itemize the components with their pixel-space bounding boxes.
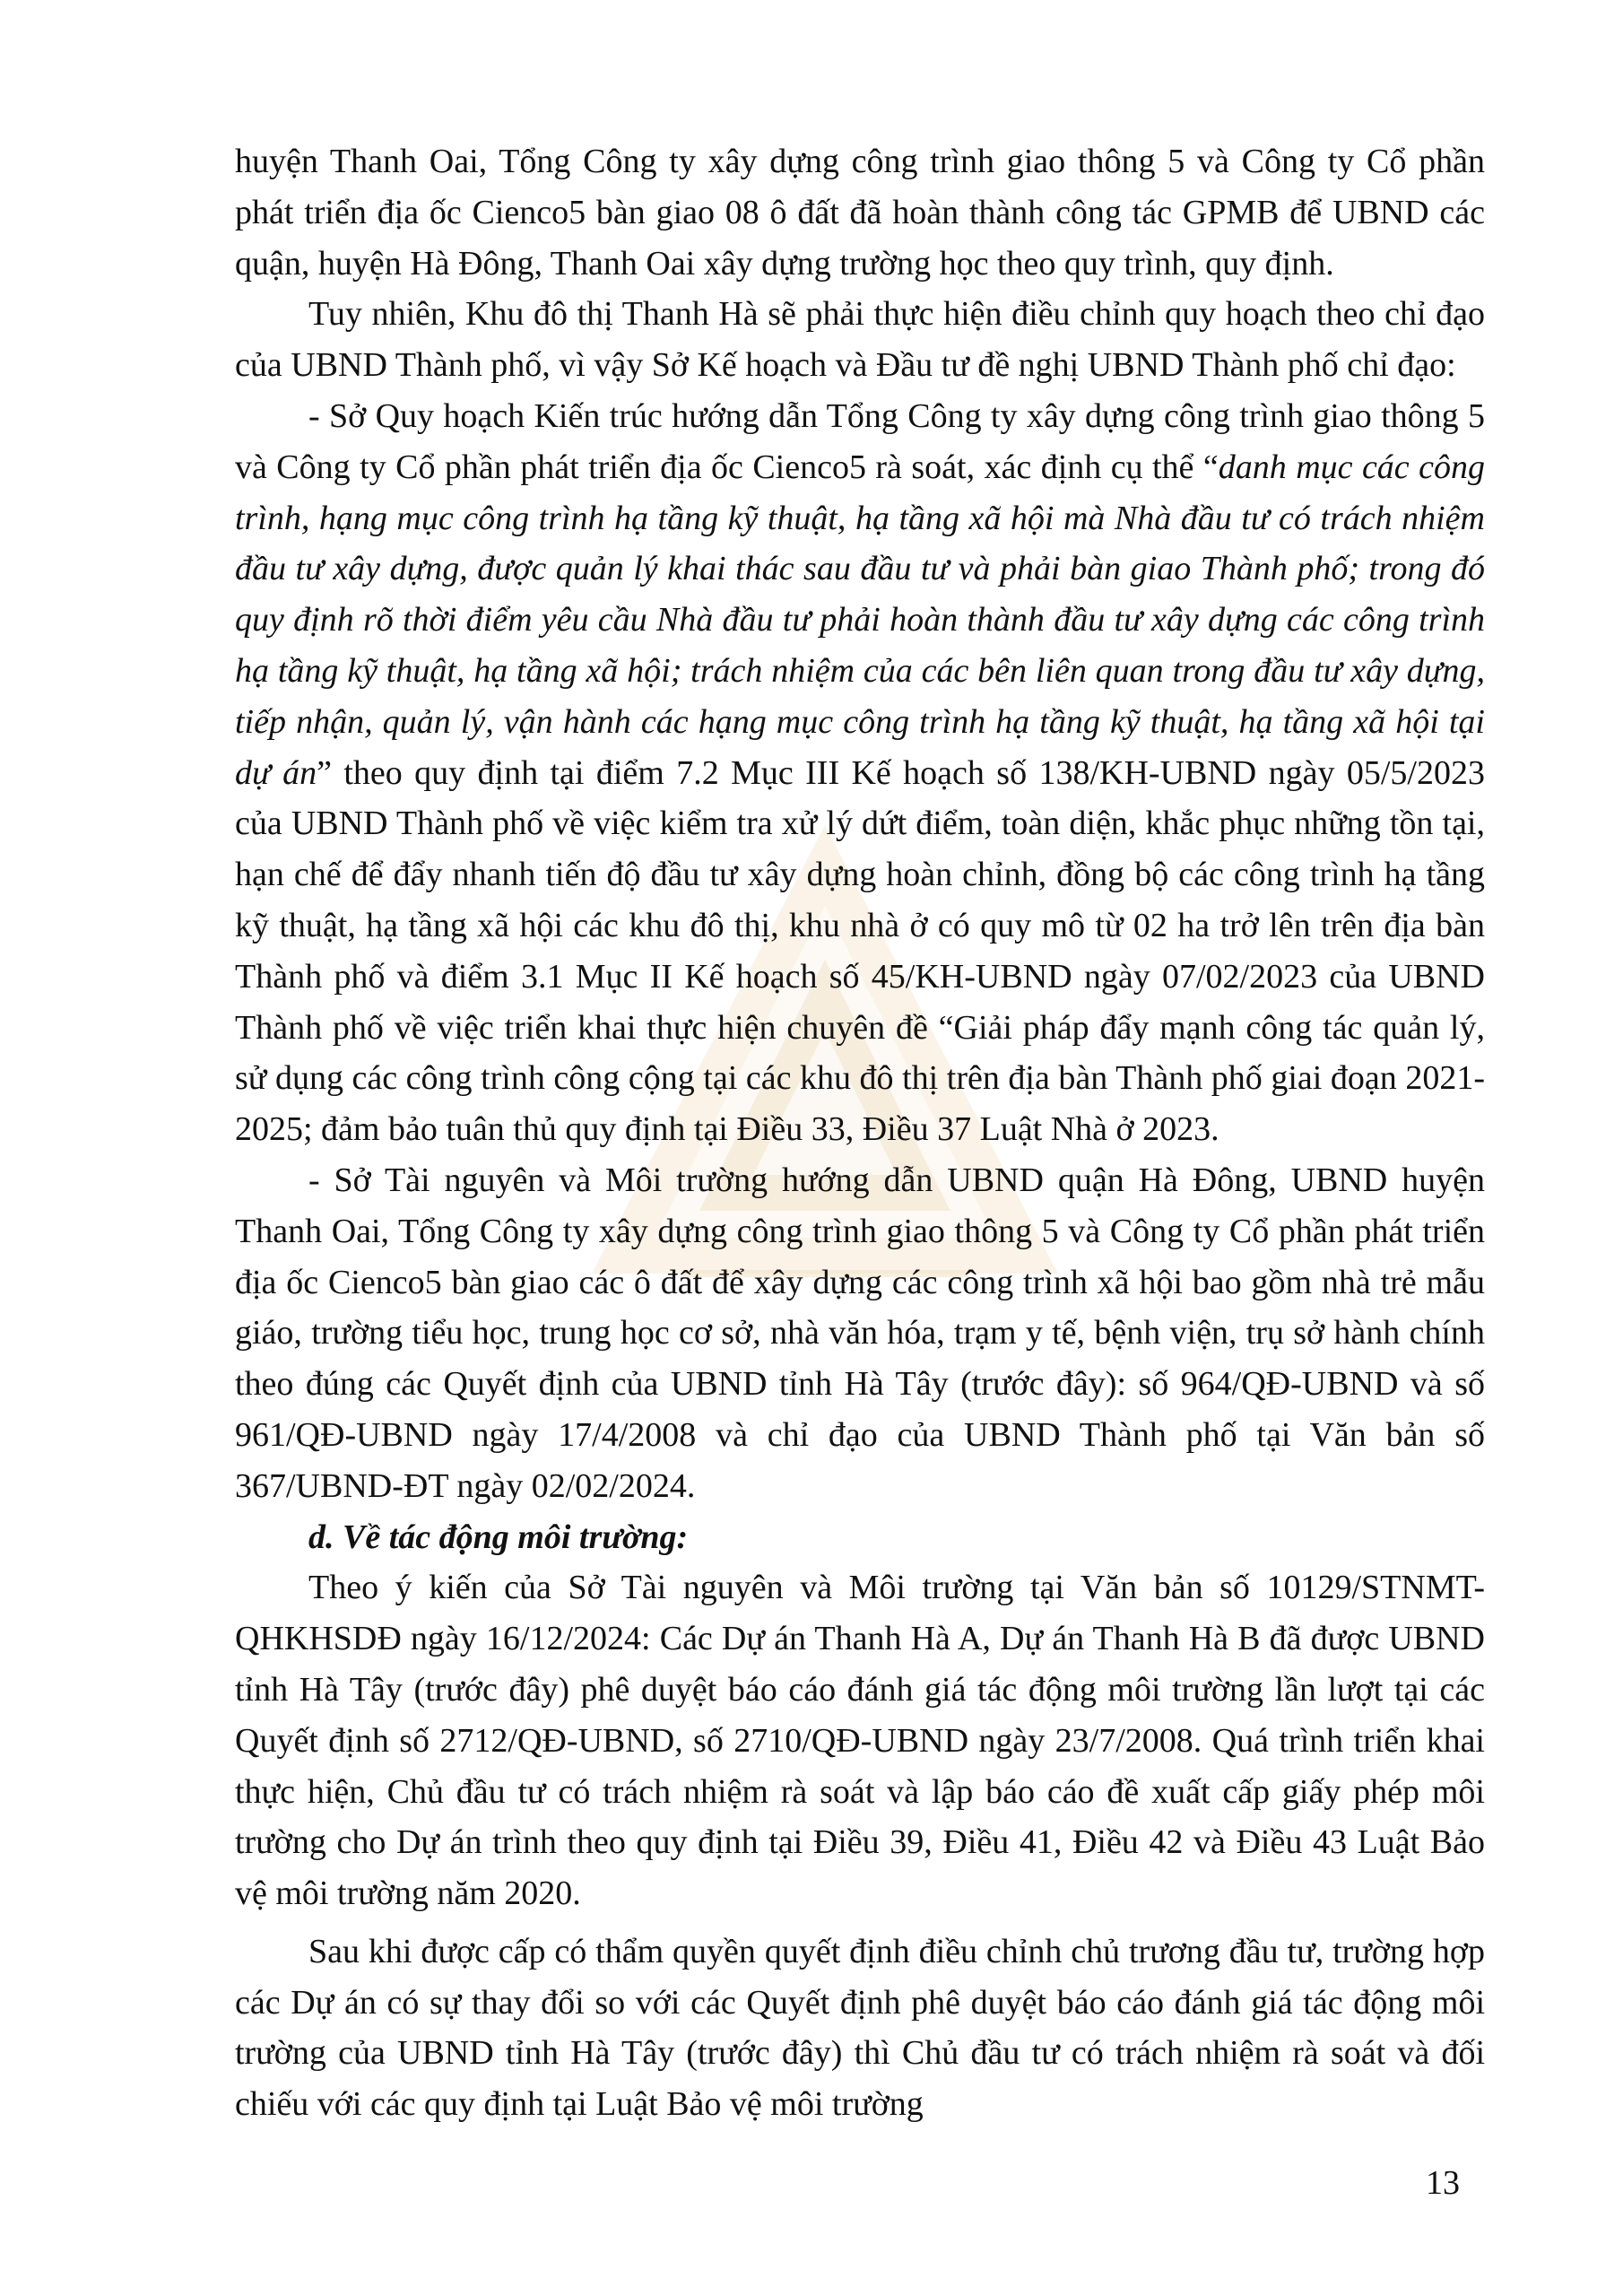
paragraph-environment-opinion: Theo ý kiến của Sở Tài nguyên và Môi trường tại Văn bản số 10129/STNMT-QHKHSDĐ ngày 16/12/2024: Các Dự án Thanh Hà A, Dự án Thanh Hà B đã được UBND tỉnh Hà Tây (trước đây) phê duyệt báo cáo đánh giá tác động môi trường lần lượt tại các Quyết định số 2712/QĐ-UBND, số 2710/QĐ-UBND ngày 23/7/2008. Quá trình triển khai thực hiện, Chủ đầu tư có trách nhiệm rà soát và lập báo cáo đề xuất cấp giấy phép môi trường cho Dự án trình theo quy định tại Điều 39, Điều 41, Điều 42 và Điều 43 Luật Bảo vệ môi trường năm 2020. (235, 1569, 1485, 1913)
bullet-environment-department: - Sở Tài nguyên và Môi trường hướng dẫn UBND quận Hà Đông, UBND huyện Thanh Oai, Tổng Công ty xây dựng công trình giao thông 5 và Công ty Cổ phần phát triển địa ốc Cienco5 bàn giao các ô đất để xây dựng các công trình xã hội bao gồm nhà trẻ mẫu giáo, trường tiểu học, trung học cơ sở, nhà văn hóa, trạm y tế, bệnh viện, trụ sở hành chính theo đúng các Quyết định của UBND tỉnh Hà Tây (trước đây): số 964/QĐ-UBND và số 961/QĐ-UBND ngày 17/4/2008 và chỉ đạo của UBND Thành phố tại Văn bản số 367/UBND-ĐT ngày 02/02/2024. (235, 1161, 1485, 1505)
bullet-planning-quoted-text: danh mục các công trình, hạng mục công trình hạ tầng kỹ thuật, hạ tầng xã hội mà Nhà đầu tư có trách nhiệm đầu tư xây dựng, được quản lý khai thác sau đầu tư và phải bàn giao Thành phố; trong đó quy định rõ thời điểm yêu cầu Nhà đầu tư phải hoàn thành đầu tư xây dựng các công trình hạ tầng kỹ thuật, hạ tầng xã hội; trách nhiệm của các bên liên quan trong đầu tư xây dựng, tiếp nhận, quản lý, vận hành các hạng mục công trình hạ tầng kỹ thuật, hạ tầng xã hội tại dự án (235, 448, 1485, 792)
bullet-planning-text-start: - Sở Quy hoạch Kiến trúc hướng dẫn Tổng Công ty xây dựng công trình giao thông 5 và Công ty Cổ phần phát triển địa ốc Cienco5 rà soát, xác định cụ thể “ (235, 396, 1485, 486)
document-body (235, 136, 1485, 2130)
bullet-planning-department (235, 391, 1485, 1155)
paragraph-continuation: huyện Thanh Oai, Tổng Công ty xây dựng công trình giao thông 5 và Công ty Cổ phần phát triển địa ốc Cienco5 bàn giao 08 ô đất đã hoàn thành công tác GPMB để UBND các quận, huyện Hà Đông, Thanh Oai xây dựng trường học theo quy trình, quy định. (235, 143, 1485, 283)
paragraph-environment-adjustment: Sau khi được cấp có thẩm quyền quyết định điều chỉnh chủ trương đầu tư, trường hợp các Dự án có sự thay đổi so với các Quyết định phê duyệt báo cáo đánh giá tác động môi trường của UBND tỉnh Hà Tây (trước đây) thì Chủ đầu tư có trách nhiệm rà soát và đối chiếu với các quy định tại Luật Bảo vệ môi trường (235, 1932, 1485, 2124)
paragraph-direction: Tuy nhiên, Khu đô thị Thanh Hà sẽ phải thực hiện điều chỉnh quy hoạch theo chỉ đạo của UBND Thành phố, vì vậy Sở Kế hoạch và Đầu tư đề nghị UBND Thành phố chỉ đạo: (235, 295, 1485, 385)
page-number: 13 (1426, 2164, 1460, 2202)
section-heading-environment: d. Về tác động môi trường: (308, 1518, 689, 1556)
bullet-planning-text-end: ” theo quy định tại điểm 7.2 Mục III Kế hoạch số 138/KH-UBND ngày 05/5/2023 của UBND Thành phố về việc kiểm tra xử lý dứt điểm, toàn diện, khắc phục những tồn tại, hạn chế để đẩy nhanh tiến độ đầu tư xây dựng hoàn chỉnh, đồng bộ các công trình hạ tầng kỹ thuật, hạ tầng xã hội các khu đô thị, khu nhà ở có quy mô từ 02 ha trở lên trên địa bàn Thành phố và điểm 3.1 Mục II Kế hoạch số 45/KH-UBND ngày 07/02/2023 của UBND Thành phố về việc triển khai thực hiện chuyên đề “Giải pháp đẩy mạnh công tác quản lý, sử dụng các công trình công cộng tại các khu đô thị trên địa bàn Thành phố giai đoạn 2021-2025; đảm bảo tuân thủ quy định tại Điều 33, Điều 37 Luật Nhà ở 2023. (235, 753, 1485, 1149)
